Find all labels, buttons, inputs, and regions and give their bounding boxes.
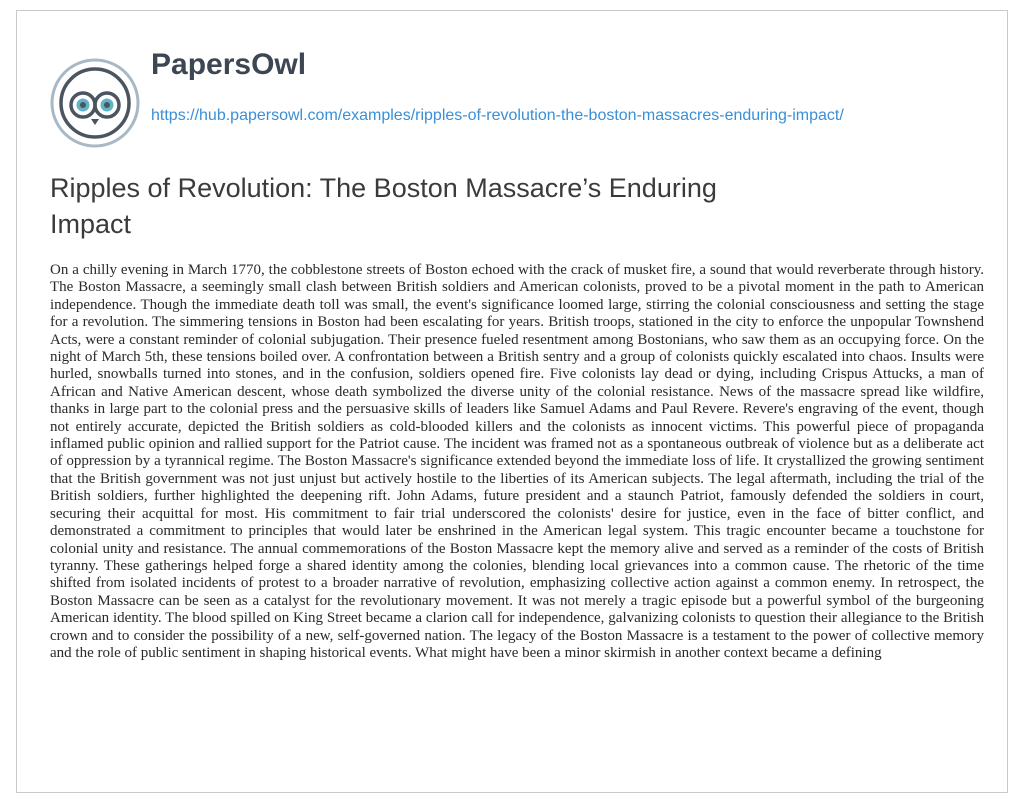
essay-body: On a chilly evening in March 1770, the cobblestone streets of Boston echoed with the crack of musket fire, a sound that would reverberate through history. The Boston Massacre, a seemingly small clash between British soldiers and American colonists, proved to be a pivotal moment in the path to American independence. Though the immediate death toll was small, the event's significance loomed large, stirring the colonial consciousness and setting the stage for a revolution. The simmering tensions in Boston had been escalating for years. British troops, stationed in the city to enforce the unpopular Townshend Acts, were a constant reminder of colonial subjugation. Their presence fueled resentment among Bostonians, who saw them as an occupying force. On the night of March 5th, these tensions boiled over. A confrontation between a British sentry and a group of colonists quickly escalated into chaos. Insults were hurled, snowballs turned into stones, and in the confusion, soldiers opened fire. Five colonists lay dead or dying, including Crispus Attucks, a man of African and Native American descent, whose death symbolized the diverse unity of the colonial resistance. News of the massacre spread like wildfire, thanks in large part to the colonial press and the persuasive skills of leaders like Samuel Adams and Paul Revere. Revere's engraving of the event, though not entirely accurate, depicted the British soldiers as cold-blooded killers and the colonists as innocent victims. This powerful piece of propaganda inflamed public opinion and rallied support for the Patriot cause. The incident was framed not as a spontaneous outbreak of violence but as a deliberate act of oppression by a tyrannical regime. The Boston Massacre's significance extended beyond the immediate loss of life. It crystallized the growing sentiment that the British government was not just unjust but actively hostile to the liberties of its American subjects. The legal aftermath, including the trial of the British soldiers, further highlighted the deepening rift. John Adams, future president and a staunch Patriot, famously defended the soldiers in court, securing their acquittal for most. His commitment to fair trial underscored the colonists' desire for justice, even in the face of bitter conflict, and demonstrated a commitment to principles that would later be enshrined in the American legal system. This tragic encounter became a touchstone for colonial unity and resistance. The annual commemorations of the Boston Massacre kept the memory alive and served as a reminder of the costs of British tyranny. These gatherings helped forge a shared identity among the colonies, blending local grievances into a common cause. The rhetoric of the time shifted from isolated incidents of protest to a broader narrative of revolution, emphasizing collective action against a common enemy. In retrospect, the Boston Massacre can be seen as a catalyst for the revolutionary movement. It was not merely a tragic episode but a powerful symbol of the burgeoning American identity. The blood spilled on King Street became a clarion call for independence, galvanizing colonists to question their allegiance to the British crown and to consider the possibility of a new, self-governed nation. The legacy of the Boston Massacre is a testament to the power of collective memory and the role of public sentiment in shaping historical events. What might have been a minor skirmish in another context became a defining xyxy=(50,262,984,661)
brand-name: PapersOwl xyxy=(151,48,307,81)
essay-title: Ripples of Revolution: The Boston Massacre’s Enduring Impact xyxy=(50,173,717,239)
owl-eyes-icon xyxy=(50,58,140,148)
site-header xyxy=(50,48,990,152)
source-url-link[interactable]: https://hub.papersowl.com/examples/ripples-of-revolution-the-boston-massacres-enduring-impact/ xyxy=(151,107,844,124)
